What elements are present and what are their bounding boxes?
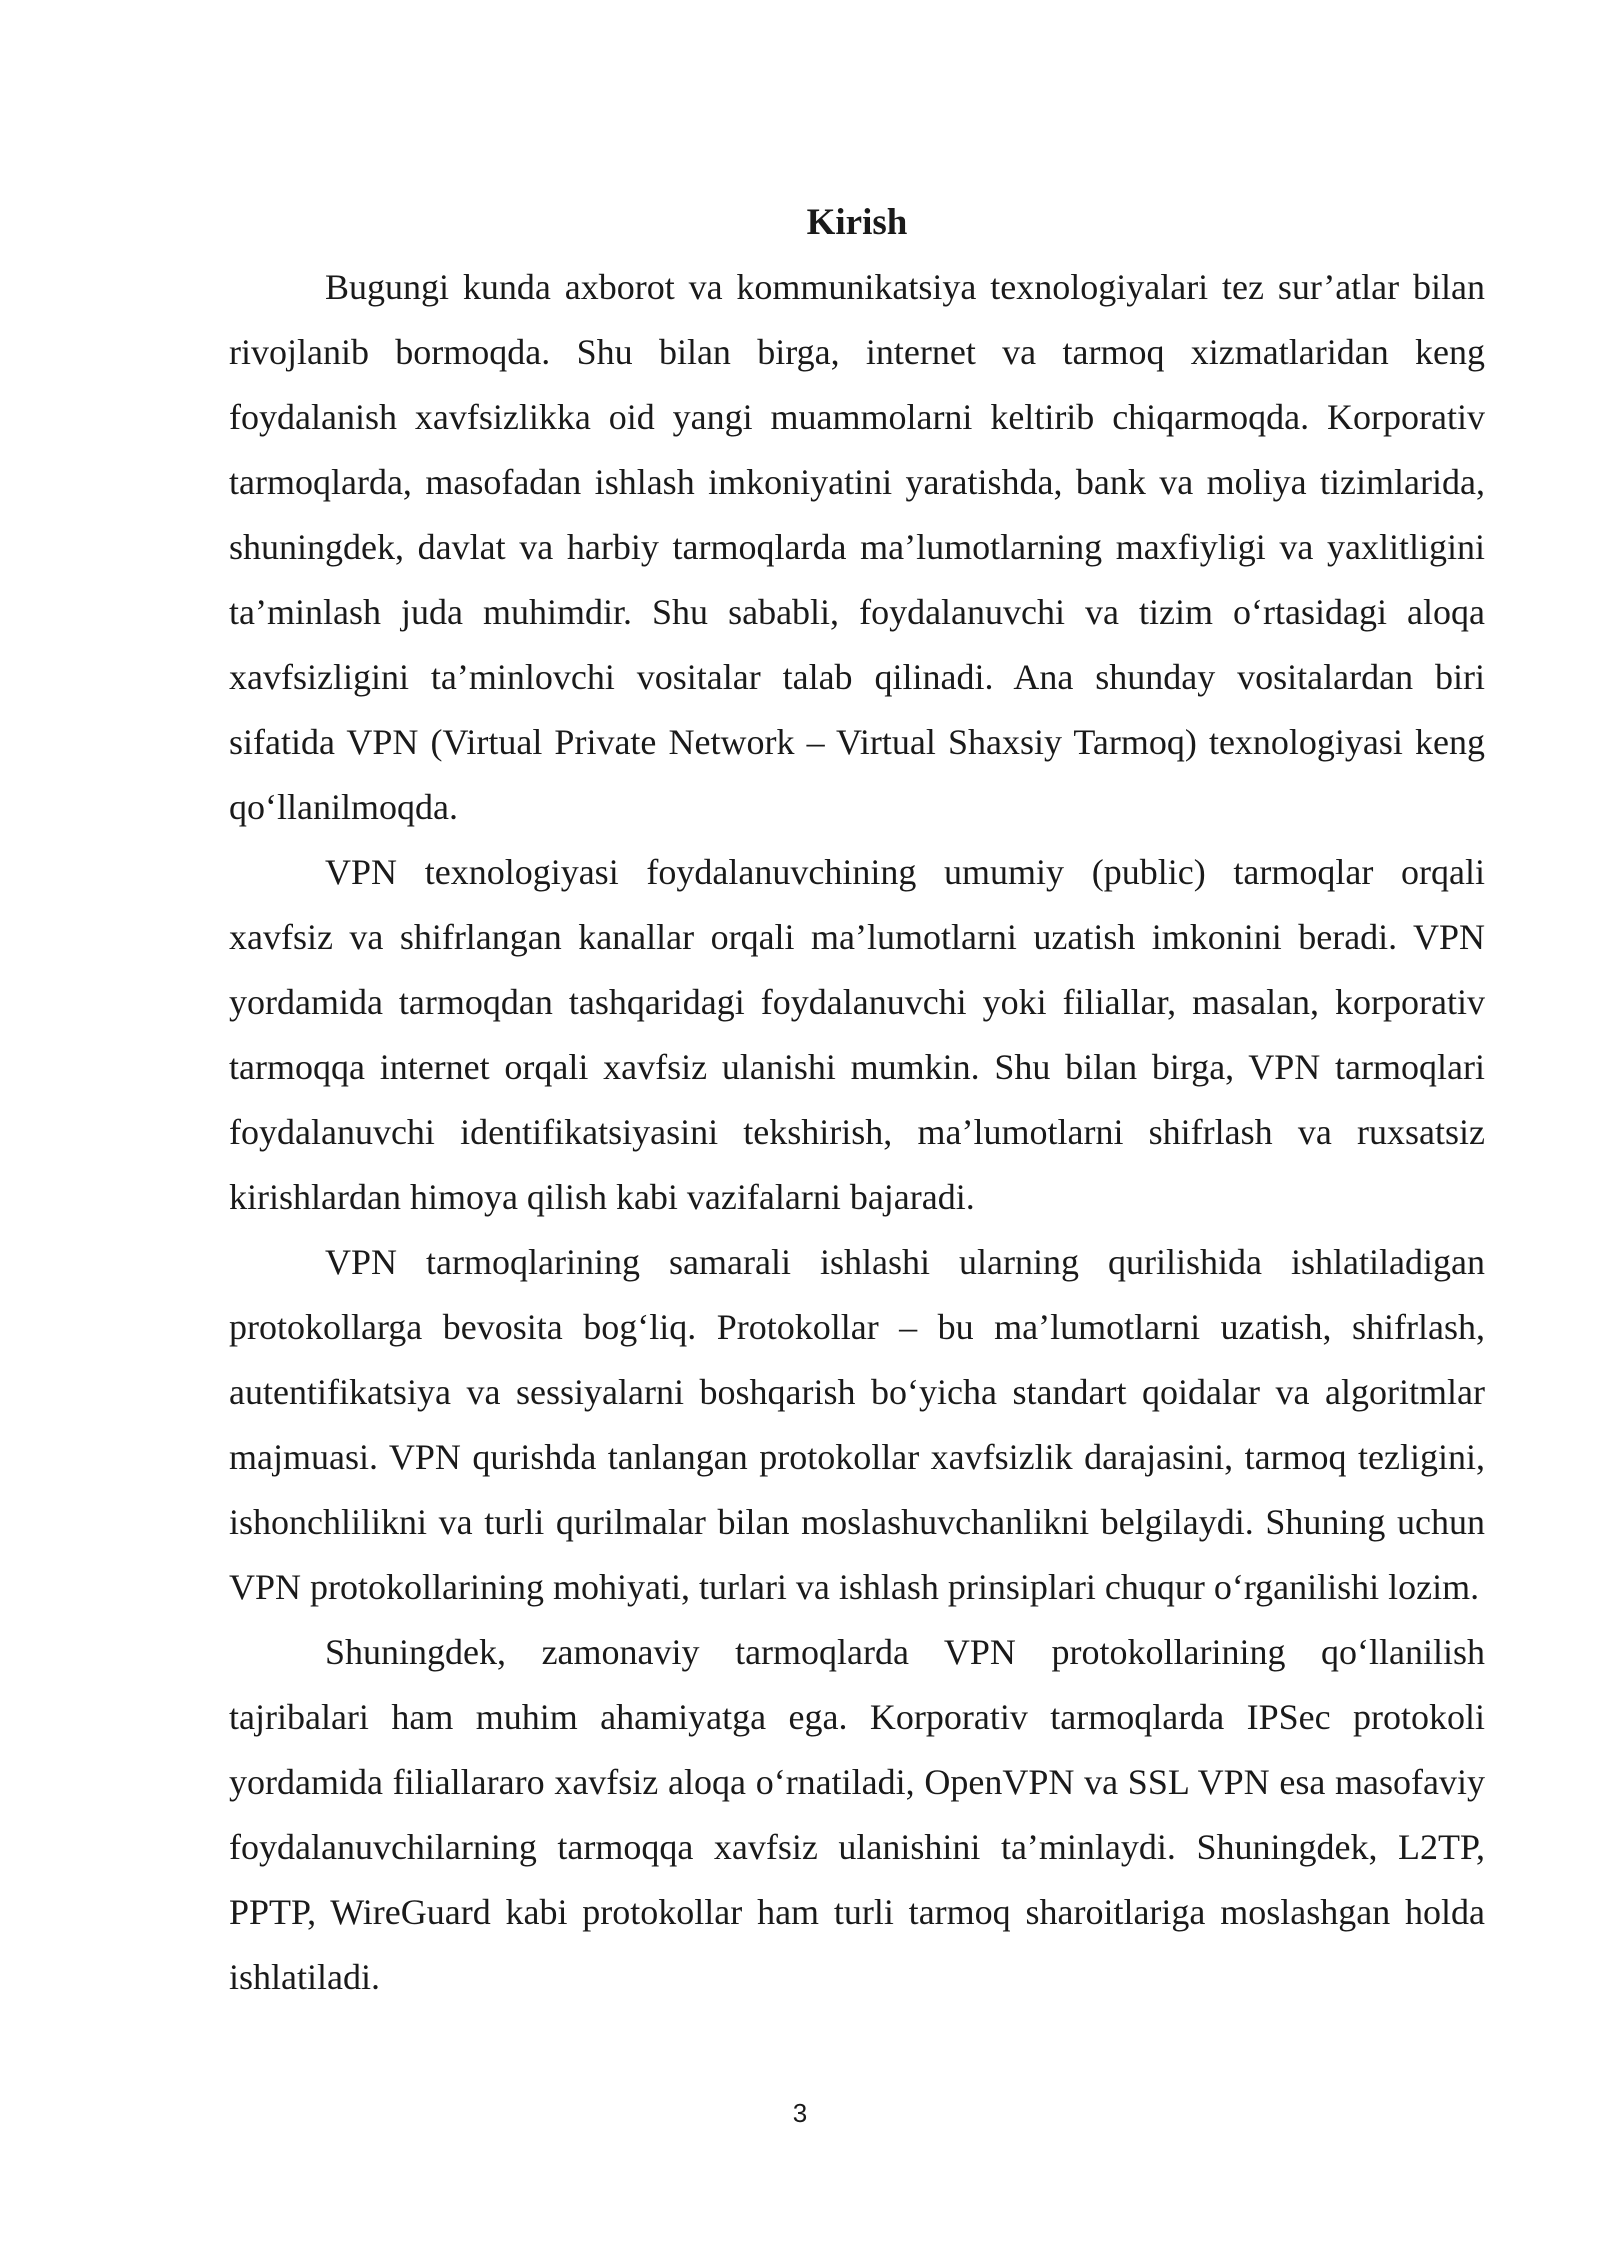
- page-content: [229, 190, 1485, 2010]
- page-number: 3: [792, 2098, 808, 2128]
- paragraph-vpn-protocols: VPN tarmoqlarining samarali ishlashi ularning qurilishida ishlatiladigan protokollarga bevosita bog‘liq. Protokollar – bu ma’lumotlarni uzatish, shifrlash, autentifikatsiya va sessiyalarni boshqarish bo‘yicha standart qoidalar va algoritmlar majmuasi. VPN qurishda tanlangan protokollar xavfsizlik darajasini, tarmoq tezligini, ishonchlilikni va turli qurilmalar bilan moslashuvchanlikni belgilaydi. Shuning uchun VPN protokollarining mohiyati, turlari va ishlash prinsiplari chuqur o‘rganilishi lozim.: [229, 1242, 1485, 1607]
- section-title: Kirish: [806, 202, 908, 243]
- paragraph-protocol-usage: Shuningdek, zamonaviy tarmoqlarda VPN protokollarining qo‘llanilish tajribalari ham muhim ahamiyatga ega. Korporativ tarmoqlarda IPSec protokoli yordamida filiallararo xavfsiz aloqa o‘rnatiladi, OpenVPN va SSL VPN esa masofaviy foydalanuvchilarning tarmoqqa xavfsiz ulanishini ta’minlaydi. Shuningdek, L2TP, PPTP, WireGuard kabi protokollar ham turli tarmoq sharoitlariga moslashgan holda ishlatiladi.: [229, 1632, 1485, 1997]
- paragraph-intro: Bugungi kunda axborot va kommunikatsiya texnologiyalari tez sur’atlar bilan rivojlanib bormoqda. Shu bilan birga, internet va tarmoq xizmatlaridan keng foydalanish xavfsizlikka oid yangi muammolarni keltirib chiqarmoqda. Korporativ tarmoqlarda, masofadan ishlash imkoniyatini yaratishda, bank va moliya tizimlarida, shuningdek, davlat va harbiy tarmoqlarda ma’lumotlarning maxfiyligi va yaxlitligini ta’minlash juda muhimdir. Shu sababli, foydalanuvchi va tizim o‘rtasidagi aloqa xavfsizligini ta’minlovchi vositalar talab qilinadi. Ana shunday vositalardan biri sifatida VPN (Virtual Private Network – Virtual Shaxsiy Tarmoq) texnologiyasi keng qo‘llanilmoqda.: [229, 267, 1485, 827]
- paragraph-vpn-technology: VPN texnologiyasi foydalanuvchining umumiy (public) tarmoqlar orqali xavfsiz va shifrlangan kanallar orqali ma’lumotlarni uzatish imkonini beradi. VPN yordamida tarmoqdan tashqaridagi foydalanuvchi yoki filiallar, masalan, korporativ tarmoqqa internet orqali xavfsiz ulanishi mumkin. Shu bilan birga, VPN tarmoqlari foydalanuvchi identifikatsiyasini tekshirish, ma’lumotlarni shifrlash va ruxsatsiz kirishlardan himoya qilish kabi vazifalarni bajaradi.: [229, 852, 1485, 1217]
